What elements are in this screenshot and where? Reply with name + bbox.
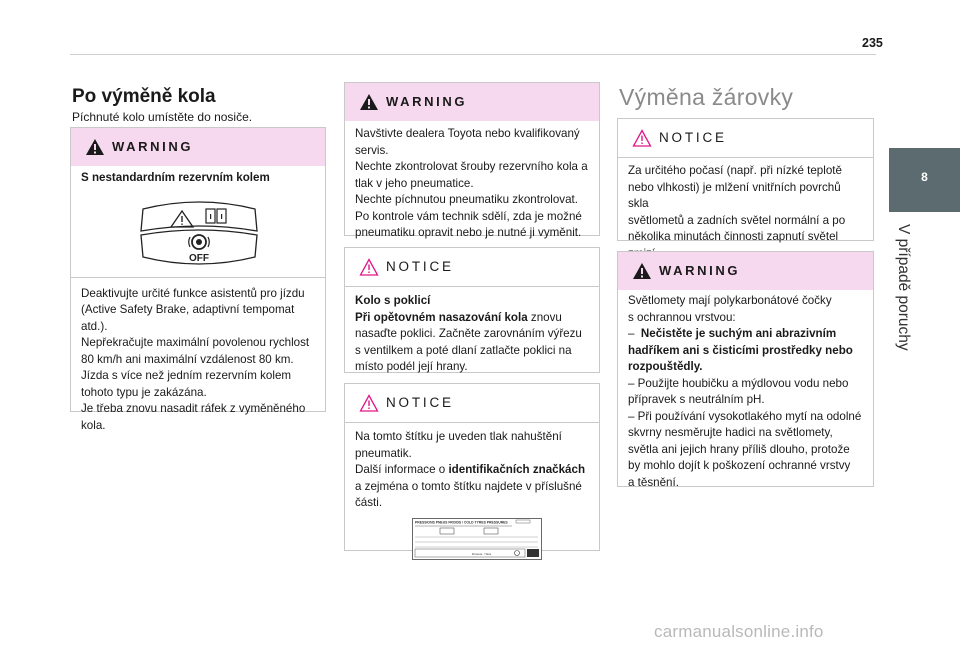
text-line: Navštivte dealera Toyota nebo kvalifikovaný	[355, 127, 580, 140]
bold-line: hadříkem ani s čisticími prostředky nebo	[628, 343, 853, 357]
text-line: Jízda s více než jedním rezervním kolem	[81, 369, 292, 382]
bold-phrase: Při opětovném nasazování kola	[355, 310, 528, 324]
text-line: Za určitého počasí (např. při nízké teplotě	[628, 164, 842, 177]
text-line: několika minutách činnosti zapnutí světel	[628, 230, 839, 243]
section-heading-bulb: Výměna žárovky	[619, 84, 794, 110]
text-line: s ochrannou vrstvou:	[628, 310, 736, 324]
notice-triangle-icon	[359, 258, 379, 276]
notice-triangle-icon	[632, 129, 652, 147]
adas-off-button-icon	[71, 187, 327, 277]
text-line: světlometů a zadních světel normální a po	[628, 213, 846, 227]
warning-header	[618, 252, 873, 290]
chapter-title	[894, 224, 916, 374]
list-dash: –	[628, 327, 635, 340]
text-line: tlak v jeho pneumatice.	[355, 176, 474, 190]
warning-header	[345, 83, 599, 121]
text-line: Nechte píchnutou pneumatiku zkontrolovat.	[355, 193, 578, 206]
warning-box-spare-wheel	[70, 127, 326, 432]
text-line: části.	[355, 496, 383, 509]
text-line: Po kontrole vám technik sdělí, zda je možné	[355, 209, 582, 223]
warning-label: WARNING	[386, 94, 468, 109]
notice-label: NOTICE	[386, 259, 454, 274]
text-line: atd.).	[81, 319, 108, 333]
text-fragment: znovu	[527, 310, 562, 324]
text-line: skvrny nesměrujte hadici na světlomety,	[628, 426, 833, 439]
notice-label: NOTICE	[386, 395, 454, 410]
tyre-label-size: Dimens. / Size	[472, 551, 492, 556]
text-line	[355, 310, 589, 327]
text-line: – Při používání vysokotlakého mytí na odolné	[628, 409, 862, 423]
notice-triangle-icon	[359, 394, 379, 412]
warning-label: WARNING	[112, 139, 194, 154]
text-line	[355, 462, 589, 479]
text-line: (Active Safety Brake, adaptivní tempomat	[81, 303, 295, 316]
text-line: místo podél její hrany.	[355, 360, 468, 373]
notice-label: NOTICE	[659, 130, 727, 145]
notice-title: Kolo s poklicí	[355, 294, 431, 307]
notice-header	[618, 119, 873, 158]
notice-box-wheel-cover	[344, 247, 600, 373]
text-line: servis.	[355, 143, 389, 157]
off-label: OFF	[189, 252, 209, 264]
notice-header	[345, 384, 599, 423]
text-line: Světlomety mají polykarbonátové čočky	[628, 294, 832, 307]
notice-header	[345, 248, 599, 287]
text-line: tohoto typu je zakázána.	[81, 385, 207, 399]
text-line: 80 km/h ani maximální vzdálenost 80 km.	[81, 352, 294, 366]
warning-label: WARNING	[659, 263, 741, 278]
text-line: by mohlo dojít k poškození ochranné vrstvy	[628, 459, 851, 472]
chapter-title-text: V případě poruchy	[895, 224, 912, 351]
text-line: pneumatiku opravit nebo je nutné ji vyměnit.	[355, 226, 582, 239]
bold-phrase: Nečistěte je suchým ani abrazivním	[640, 327, 837, 340]
section-subtext: Píchnuté kolo umístěte do nosiče.	[72, 110, 253, 124]
warning-header	[71, 128, 325, 166]
text-line: Deaktivujte určité funkce asistentů pro jízdu	[81, 286, 305, 300]
top-rule	[70, 54, 876, 55]
chapter-number: 8	[921, 170, 928, 184]
tyre-pressure-label-image	[412, 518, 542, 560]
page-number: 235	[862, 36, 883, 50]
text-line: Na tomto štítku je uveden tlak nahuštění	[355, 430, 562, 443]
text-line: nasaďte poklici. Začněte zarovnáním výřezu	[355, 327, 582, 340]
text-fragment: Další informace o	[355, 463, 449, 476]
text-line: nebo vlhkosti) je mlžení vnitřních povrchů skla	[628, 180, 841, 210]
warning-triangle-icon	[632, 262, 652, 280]
bold-phrase: identifikačních značkách	[448, 463, 586, 476]
warning-triangle-icon	[85, 138, 105, 156]
text-line: Nepřekračujte maximální povolenou rychlost	[81, 336, 310, 349]
text-line: a těsnění.	[628, 475, 679, 489]
text-line: pneumatik.	[355, 446, 412, 460]
warning-box-dealer	[344, 82, 600, 239]
text-line: kola.	[81, 418, 106, 432]
bold-line: rozpouštědly.	[628, 360, 703, 373]
text-line: Nechte zkontrolovat šrouby rezervního kola a	[355, 160, 588, 173]
warning-title: S nestandardním rezervním kolem	[81, 171, 270, 184]
text-line: – Použijte houbičku a mýdlovou vodu nebo	[628, 376, 849, 390]
notice-box-tyre-label	[344, 383, 600, 556]
tyre-label-header: PRESSIONS PNEUS FROIDS / COLD TYRES PRESSURES	[415, 520, 508, 524]
notice-box-condensation	[617, 118, 874, 241]
warning-triangle-icon	[359, 93, 379, 111]
watermark: carmanualsonline.info	[654, 622, 824, 641]
text-line: přípravek s neutrálním pH.	[628, 393, 765, 406]
text-line: s ventilkem a poté dlaní zatlačte poklici na	[355, 343, 572, 357]
dashboard-button-image	[71, 187, 325, 277]
section-heading-wheel: Po výměně kola	[72, 86, 216, 107]
text-line: a zejména o tomto štítku najdete v příslušné	[355, 479, 582, 493]
chapter-tab[interactable]	[889, 148, 960, 212]
text-line: světla ani jejich hrany příliš dlouho, protože	[628, 442, 850, 456]
warning-box-headlamps	[617, 251, 874, 487]
text-line: Je třeba znovu nasadit ráfek z vyměněného	[81, 402, 306, 415]
text-line	[628, 326, 863, 343]
